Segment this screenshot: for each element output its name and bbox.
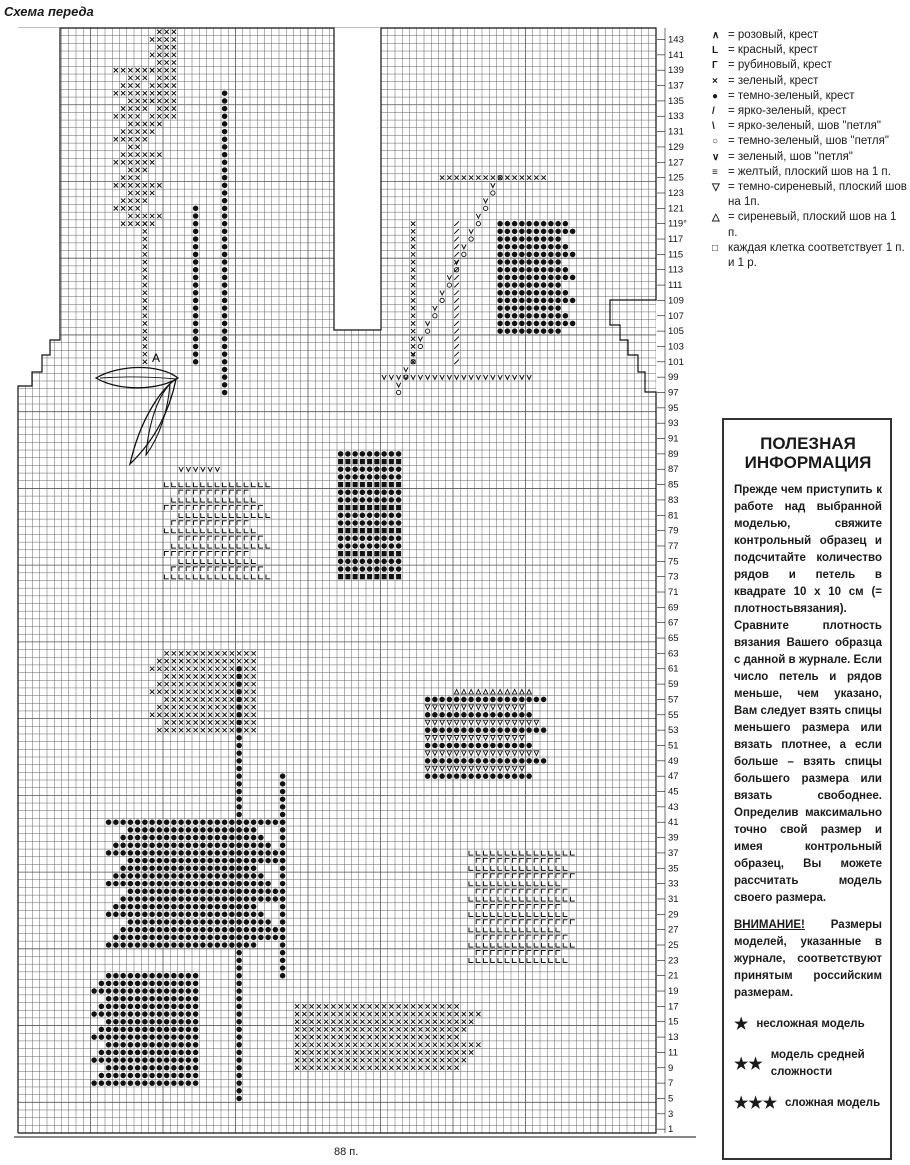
difficulty-level (734, 1047, 882, 1081)
triangle-up-icon: △ (712, 212, 720, 224)
row-number: 127 (668, 157, 684, 169)
row-number: 95 (668, 402, 679, 414)
width-label: 88 п. (334, 1146, 359, 1158)
legend-item (712, 74, 908, 89)
row-number: 51 (668, 740, 679, 752)
legend-item (712, 134, 908, 149)
row-number: 87 (668, 464, 679, 476)
row-number: 85 (668, 479, 679, 491)
row-number: 13 (668, 1032, 679, 1044)
row-number: 139 (668, 65, 684, 77)
row-number: 9 (668, 1062, 674, 1074)
row-number: 5 (668, 1093, 674, 1105)
cross-icon: × (712, 75, 718, 87)
row-number: 1 (668, 1124, 674, 1136)
row-number: 29 (668, 909, 679, 921)
row-number: 143 (668, 34, 684, 46)
legend-item (712, 210, 908, 240)
row-number: 3 (668, 1108, 674, 1120)
legend-item (712, 119, 908, 134)
check-icon: ∨ (712, 151, 720, 163)
corner-bl-icon: L (712, 45, 719, 57)
star-icon: ★★★ (734, 1095, 778, 1112)
point-a-label: A (152, 351, 161, 365)
star-icon: ★ (734, 1016, 749, 1033)
warning-label: ВНИМАНИЕ! (734, 919, 805, 931)
difficulty-level (734, 1095, 882, 1112)
legend-text: = розовый, крест (728, 29, 819, 41)
row-number: 21 (668, 970, 679, 982)
legend-text: = темно-зеленый, шов "петля" (728, 135, 889, 148)
legend-text: = рубиновый, крест (728, 59, 832, 72)
legend-text: = сиреневый, плоский шов на 1 п. (728, 211, 897, 239)
row-number: 53 (668, 725, 679, 737)
row-number: 69 (668, 602, 679, 614)
row-number: 137 (668, 80, 684, 92)
row-number: 63 (668, 648, 679, 660)
row-number: 119° (668, 218, 687, 230)
caret-up-icon: ∧ (712, 30, 720, 41)
legend-text: = зеленый, шов "петля" (728, 150, 853, 163)
row-number: 43 (668, 801, 679, 813)
row-number: 45 (668, 786, 679, 798)
info-warning (734, 917, 882, 1002)
legend-item (712, 150, 908, 165)
legend-text: = ярко-зеленый, шов "петля" (728, 120, 881, 133)
info-body: Прежде чем приступить к работе над выбранной моделью, свяжите контрольный образец и подсчитайте количество рядов и петель в квадрате 10 х 10 см (= плотностьвязания). Сравните плотность вязания Вашего образца с данной в журнале. Если число петель и рядов меньше, чем указано, Вам следует взять спицы меньшего размера или вязать плотнее, а если больше – взять спицы большего размера или вязать свободнее. Определив максимально точно свой размер и имея контрольный образец, Вы можете рассчитать модель своего размера. (734, 484, 882, 904)
row-number: 41 (668, 817, 679, 829)
difficulty-text: сложная модель (785, 1097, 881, 1109)
legend-text: каждая клетка соответствует 1 п. и 1 р. (728, 241, 905, 270)
row-number: 67 (668, 617, 679, 629)
warning-text: Размеры моделей, указанные в журнале, соответствуют принятым российским размерам. (734, 919, 882, 999)
legend-item (712, 28, 908, 43)
info-title: ПОЛЕЗНАЯ ИНФОРМАЦИЯ (744, 434, 872, 472)
row-number: 49 (668, 755, 679, 767)
row-number: 91 (668, 433, 679, 445)
row-number: 97 (668, 387, 679, 399)
legend-text: = красный, крест (728, 44, 818, 57)
legend-item (712, 89, 908, 104)
row-number: 59 (668, 679, 679, 691)
legend-item (712, 241, 908, 271)
row-number: 79 (668, 525, 679, 537)
legend-item (712, 165, 908, 180)
row-number: 61 (668, 663, 679, 675)
difficulty-level (734, 1016, 882, 1033)
info-box (722, 418, 892, 1160)
row-number: 121 (668, 203, 684, 215)
legend-text: = зеленый, крест (728, 74, 819, 87)
corner-tl-icon: Г (712, 60, 718, 72)
row-number: 115 (668, 249, 684, 261)
row-number: 107 (668, 310, 684, 322)
row-number: 113 (668, 264, 684, 276)
circle-icon: ○ (712, 136, 719, 148)
legend-item (712, 180, 908, 210)
dot-icon: ● (712, 90, 719, 102)
legend-item (712, 43, 908, 58)
row-number: 81 (668, 510, 679, 522)
legend-item (712, 58, 908, 73)
row-number: 73 (668, 571, 679, 583)
row-number: 11 (668, 1047, 678, 1059)
row-number: 129 (668, 141, 684, 153)
row-number: 39 (668, 832, 679, 844)
row-number: 35 (668, 863, 679, 875)
row-number: 19 (668, 986, 679, 998)
row-number: 125 (668, 172, 684, 184)
row-number: 75 (668, 556, 679, 568)
row-number: 15 (668, 1016, 679, 1028)
row-number: 23 (668, 955, 679, 967)
backslash-icon: \ (712, 121, 715, 133)
row-number: 117 (668, 234, 684, 246)
row-number: 7 (668, 1078, 674, 1090)
row-number: 123 (668, 187, 684, 199)
row-number: 133 (668, 111, 684, 123)
row-number: 47 (668, 771, 679, 783)
row-number: 135 (668, 95, 684, 107)
row-number: 109 (668, 295, 684, 307)
symbol-legend (712, 28, 908, 271)
legend-text: = желтый, плоский шов на 1 п. (728, 165, 891, 178)
row-number: 27 (668, 924, 679, 936)
row-number: 101 (668, 356, 684, 368)
difficulty-text: модель средней сложности (770, 1049, 865, 1078)
legend-text: = темно-сиреневый, плоский шов на 1п. (728, 181, 907, 209)
legend-item (712, 104, 908, 119)
square-icon: □ (712, 242, 719, 254)
row-number: 83 (668, 494, 679, 506)
legend-text: = ярко-зеленый, крест (728, 105, 847, 118)
row-number: 103 (668, 341, 684, 353)
bars-icon: ≡ (712, 166, 718, 178)
row-number: 89 (668, 448, 679, 460)
row-number: 37 (668, 847, 679, 859)
row-number: 141 (668, 49, 684, 61)
star-icon: ★★ (734, 1055, 763, 1073)
row-number: 65 (668, 633, 679, 645)
row-number: 111 (668, 280, 683, 292)
row-number: 33 (668, 878, 679, 890)
row-number: 17 (668, 1001, 679, 1013)
row-number: 93 (668, 418, 679, 430)
row-number: 55 (668, 709, 679, 721)
slash-icon: / (712, 106, 715, 118)
legend-text: = темно-зеленый, крест (728, 89, 855, 102)
difficulty-text: несложная модель (756, 1018, 865, 1030)
row-number: 77 (668, 540, 679, 552)
triangle-down-icon: ▽ (712, 182, 720, 194)
difficulty-levels (734, 1016, 882, 1112)
row-number: 31 (668, 893, 679, 905)
row-number: 57 (668, 694, 679, 706)
row-number: 25 (668, 939, 679, 951)
row-number: 131 (668, 126, 684, 138)
row-number: 105 (668, 326, 684, 338)
chart-title: Схема переда (4, 4, 94, 19)
row-number: 99 (668, 372, 679, 384)
row-number: 71 (668, 587, 679, 599)
